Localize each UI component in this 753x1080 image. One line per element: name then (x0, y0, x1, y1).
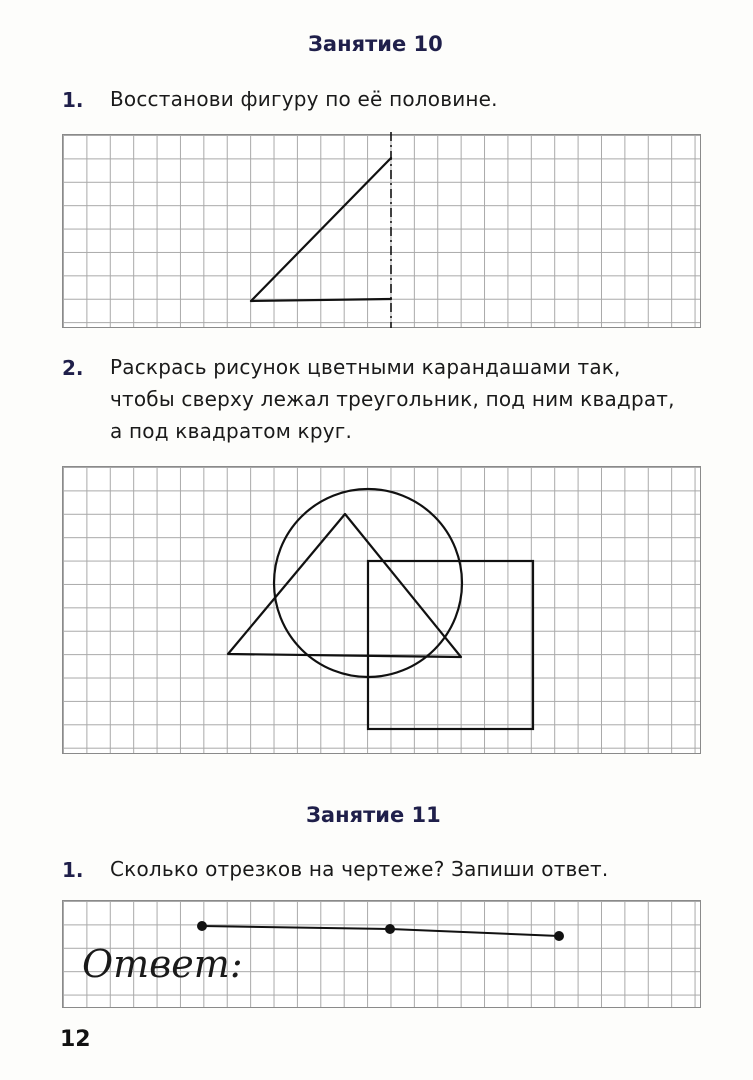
task-2-number: 2. (62, 356, 84, 380)
task-1-text: Восстанови фигуру по её половине. (110, 87, 498, 111)
lesson-10-title: Занятие 10 (308, 32, 443, 56)
segment-line (202, 926, 559, 936)
answer-label: Ответ: (82, 942, 243, 986)
segment-point-1 (197, 921, 207, 931)
segment-point-3 (554, 931, 564, 941)
lesson-11-task-1-number: 1. (62, 858, 84, 882)
lesson-11-title: Занятие 11 (306, 803, 441, 827)
task-2-line-3: а под квадратом круг. (110, 419, 353, 443)
segment-point-2 (385, 924, 395, 934)
task-1-number: 1. (62, 88, 84, 112)
task-2-line-2: чтобы сверху лежал треугольник, под ним квадрат, (110, 387, 675, 411)
lesson-11-task-1-text: Сколько отрезков на чертеже? Запиши ответ. (110, 857, 609, 881)
page-number: 12 (60, 1027, 91, 1052)
task-2-line-1: Раскрась рисунок цветными карандашами так, (110, 355, 621, 379)
